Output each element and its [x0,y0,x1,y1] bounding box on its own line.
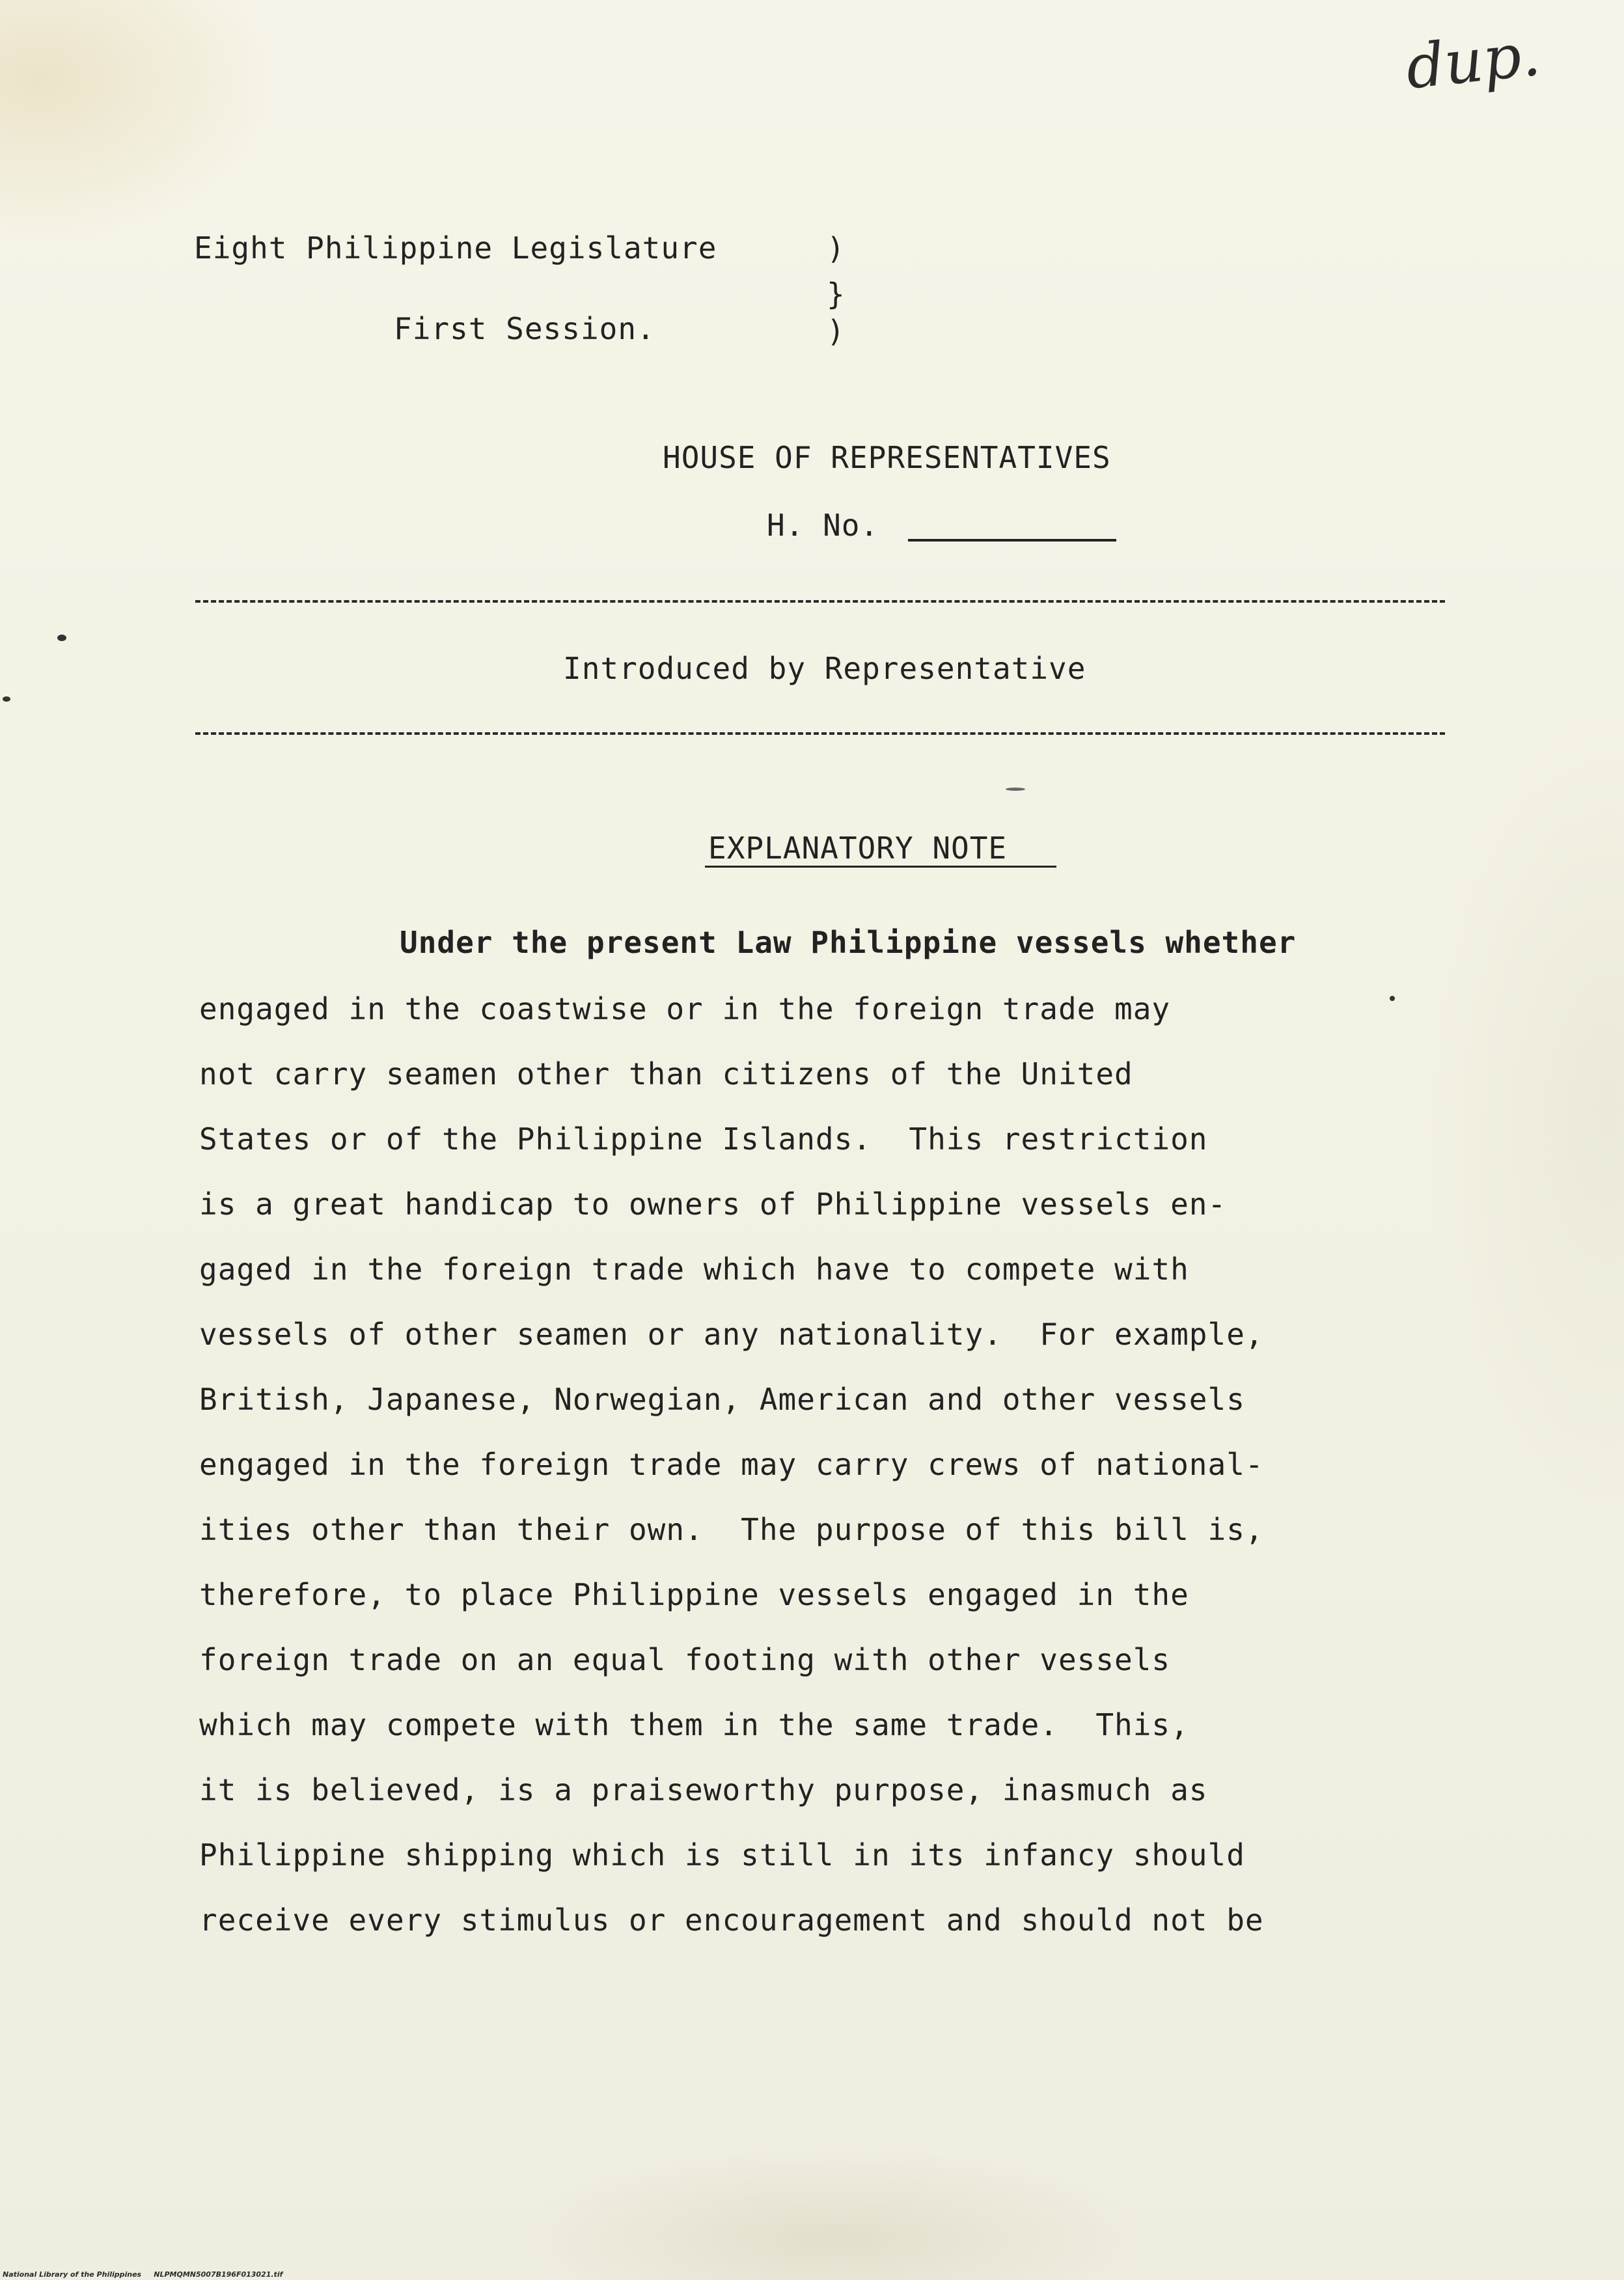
divider-rule [195,600,1445,603]
body-line: Under the present Law Philippine vessels whether [400,925,1297,960]
bill-number-label: H. No. [767,508,879,543]
legislature-heading: Eight Philippine Legislature [194,230,717,266]
body-line: not carry seamen other than citizens of the United [199,1056,1133,1092]
body-line: it is believed, is a praiseworthy purpose, inasmuch as [199,1772,1208,1807]
body-line: receive every stimulus or encouragement and should not be [199,1902,1264,1938]
body-line: therefore, to place Philippine vessels engaged in the [199,1577,1189,1612]
bill-number-blank [908,539,1116,542]
right-brace: ) [827,231,845,266]
body-line: engaged in the foreign trade may carry crews of national- [199,1447,1264,1482]
house-heading: HOUSE OF REPRESENTATIVES [663,440,1111,475]
session-heading: First Session. [394,311,655,346]
right-brace: ) [827,314,845,349]
body-line: gaged in the foreign trade which have to compete with [199,1252,1189,1287]
note-title-underline [705,866,1056,868]
introduced-by-line: Introduced by Representative [563,651,1086,686]
body-line: Philippine shipping which is still in its infancy should [199,1837,1245,1873]
divider-rule [195,732,1445,735]
body-line: ities other than their own. The purpose of this bill is, [199,1512,1264,1547]
body-line: States or of the Philippine Islands. This restriction [199,1121,1208,1157]
paper-speck [1390,996,1395,1001]
archive-footer: National Library of the Philippines NLPMQMN5007B196F013021.tif [3,2270,283,2279]
body-line: engaged in the coastwise or in the foreign trade may [199,991,1171,1026]
body-line: British, Japanese, Norwegian, American and other vessels [199,1382,1245,1417]
paper-speck [1006,788,1025,791]
paper-speck [57,635,66,641]
paper-speck [3,696,10,702]
body-line: foreign trade on an equal footing with other vessels [199,1642,1171,1677]
handwritten-annotation: dup. [1402,19,1544,103]
body-line: is a great handicap to owners of Philippine vessels en- [199,1187,1227,1222]
body-line: vessels of other seamen or any nationality. For example, [199,1317,1264,1352]
note-title: EXPLANATORY NOTE [708,831,1008,866]
body-line: which may compete with them in the same trade. This, [199,1707,1189,1742]
right-brace: } [827,277,845,312]
